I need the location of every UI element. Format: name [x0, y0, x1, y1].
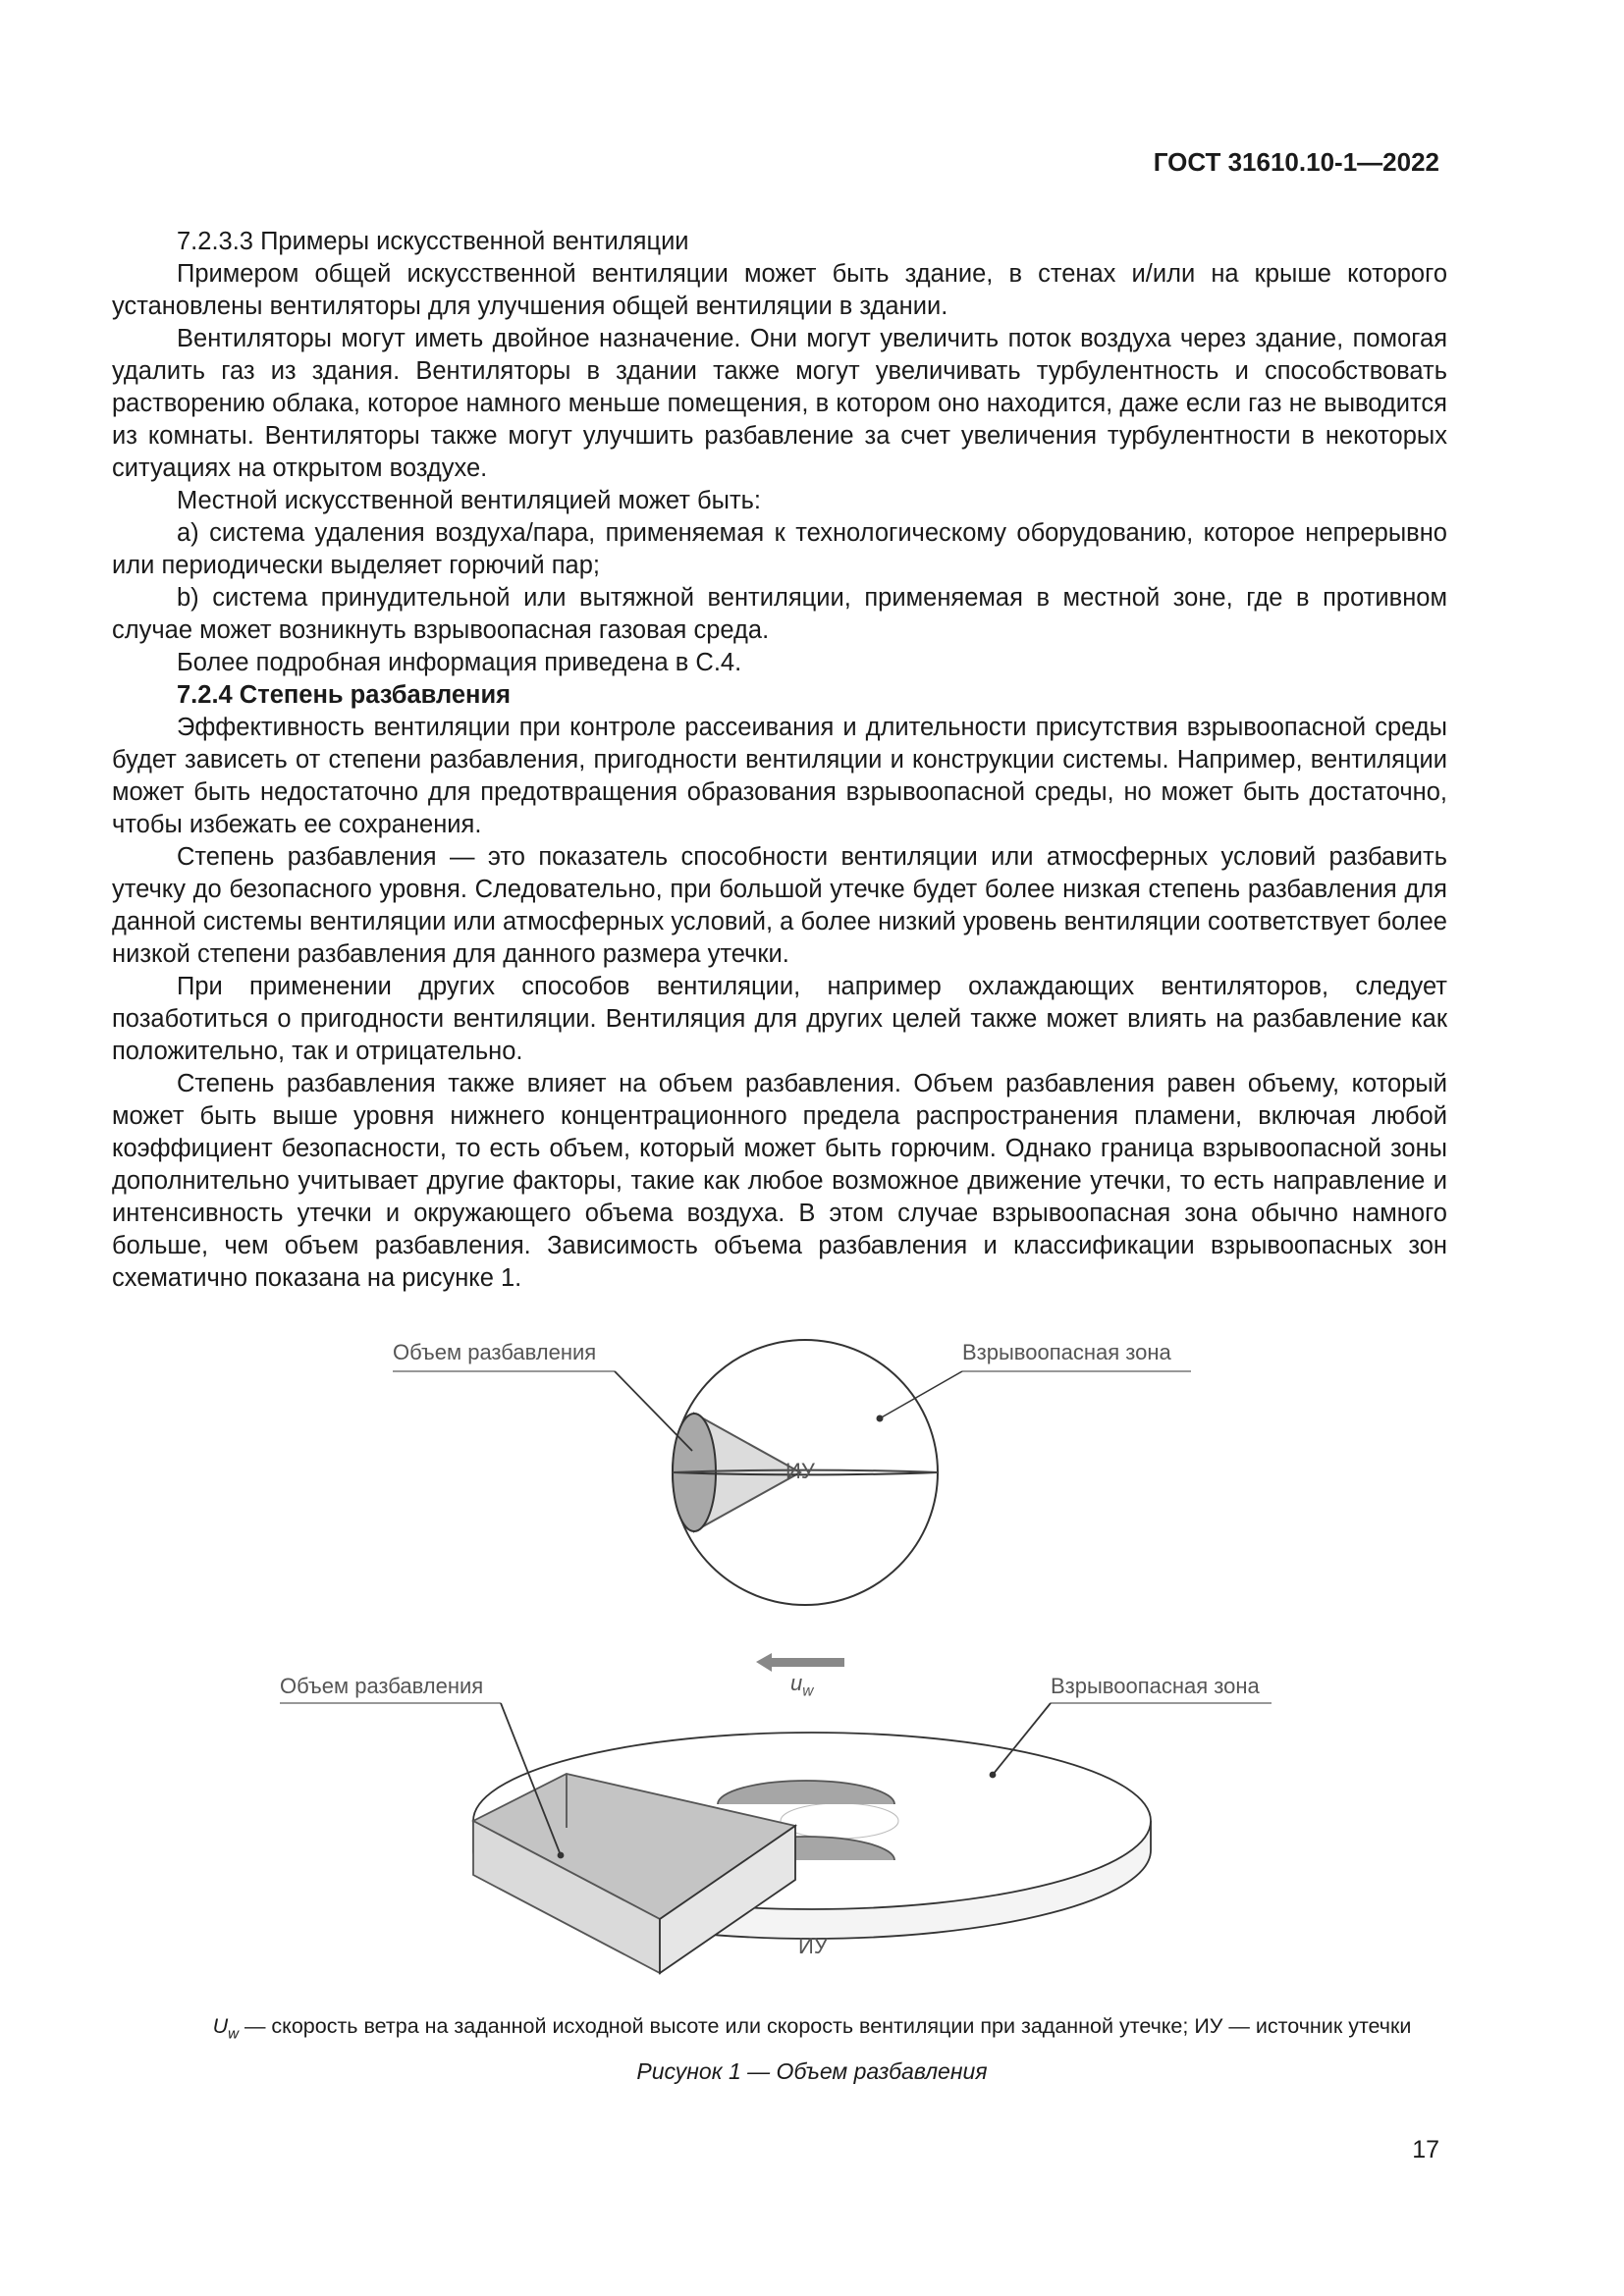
paragraph: Примером общей искусственной вентиляции может быть здание, в стенах и/или на крыше которого установлены вентиляторы для улучшения общей вентиляции в здании. [112, 260, 1447, 320]
page-number: 17 [1412, 2136, 1439, 2163]
figure-caption: Рисунок 1 — Объем разбавления [636, 2058, 988, 2084]
bottom-diagram [280, 1703, 1272, 1973]
paragraph: Более подробная информация приведена в С.4. [177, 649, 742, 676]
figure-legend: $U_w$ — скорость ветра на заданной исходной высоте или скорость вентиляции при заданной утечке; ИУ — источник утечки [212, 2014, 1412, 2043]
leader-line [615, 1371, 692, 1451]
bottom-source-label: ИУ [798, 1934, 828, 1958]
body-text [112, 226, 1447, 1295]
paragraph: Эффективность вентиляции при контроле рассеивания и длительности присутствия взрывоопасной среды будет зависеть от степени разбавления, пригодности вентиляции и конструкции системы. Например, вентиляции может быть недостаточно для предотвращения образования взрывоопасной среды, но может быть достаточно, чтобы избежать ее сохранения. [112, 714, 1447, 838]
paragraph: При применении других способов вентиляции, например охлаждающих вентиляторов, следует позаботиться о пригодности вентиляции. Вентиляция для других целей также может влиять на разбавление как положительно, так и отрицательно. [112, 973, 1447, 1065]
wind-label: $u_w$ [790, 1671, 814, 1700]
figure-dilution-volume [0, 1315, 1624, 2061]
section-heading: 7.2.4 Степень разбавления [177, 681, 512, 709]
document-header: ГОСТ 31610.10-1—2022 [1153, 147, 1439, 177]
bottom-label-dilution-volume: Объем разбавления [280, 1674, 484, 1698]
wind-arrow [756, 1653, 844, 1672]
top-source-label: ИУ [785, 1459, 815, 1483]
paragraph: Вентиляторы могут иметь двойное назначение. Они могут увеличить поток воздуха через здание, помогая удалить газ из здания. Вентиляторы в здании также могут увеличивать турбулентность и способствовать растворению облака, которое намного меньше помещения, в котором оно находится, даже если газ не выводится из комнаты. Вентиляторы также могут улучшить разбавление за счет увеличения турбулентности в некоторых ситуациях на открытом воздухе. [112, 325, 1447, 482]
subsection-heading: 7.2.3.3 Примеры искусственной вентиляции [177, 228, 689, 255]
top-label-hazardous-zone: Взрывоопасная зона [962, 1340, 1171, 1364]
list-item: a) система удаления воздуха/пара, применяемая к технологическому оборудованию, которое непрерывно или периодически выделяет горючий пар; [112, 519, 1447, 579]
paragraph: Степень разбавления — это показатель способности вентиляции или атмосферных условий разбавить утечку до безопасного уровня. Следовательно, при большой утечке будет более низкая степень разбавления для данной системы вентиляции или атмосферных условий, а более низкий уровень вентиляции соответствует более низкой степени разбавления для данного размера утечки. [112, 843, 1447, 968]
bottom-label-hazardous-zone: Взрывоопасная зона [1051, 1674, 1260, 1698]
paragraph: Степень разбавления также влияет на объем разбавления. Объем разбавления равен объему, который может быть выше уровня нижнего концентрационного предела распространения пламени, включая любой коэффициент безопасности, то есть объем, который может быть горючим. Однако граница взрывоопасной зоны дополнительно учитывает другие факторы, такие как любое возможное движение утечки, то есть направление и интенсивность утечки и окружающего объема воздуха. В этом случае взрывоопасная зона обычно намного больше, чем объем разбавления. Зависимость объема разбавления и классификации взрывоопасных зон схематично показана на рисунке 1. [112, 1070, 1447, 1292]
top-label-dilution-volume: Объем разбавления [393, 1340, 597, 1364]
list-item: b) система принудительной или вытяжной вентиляции, применяемая в местной зоне, где в противном случае может возникнуть взрывоопасная газовая среда. [112, 584, 1447, 644]
paragraph: Местной искусственной вентиляцией может быть: [177, 487, 761, 514]
